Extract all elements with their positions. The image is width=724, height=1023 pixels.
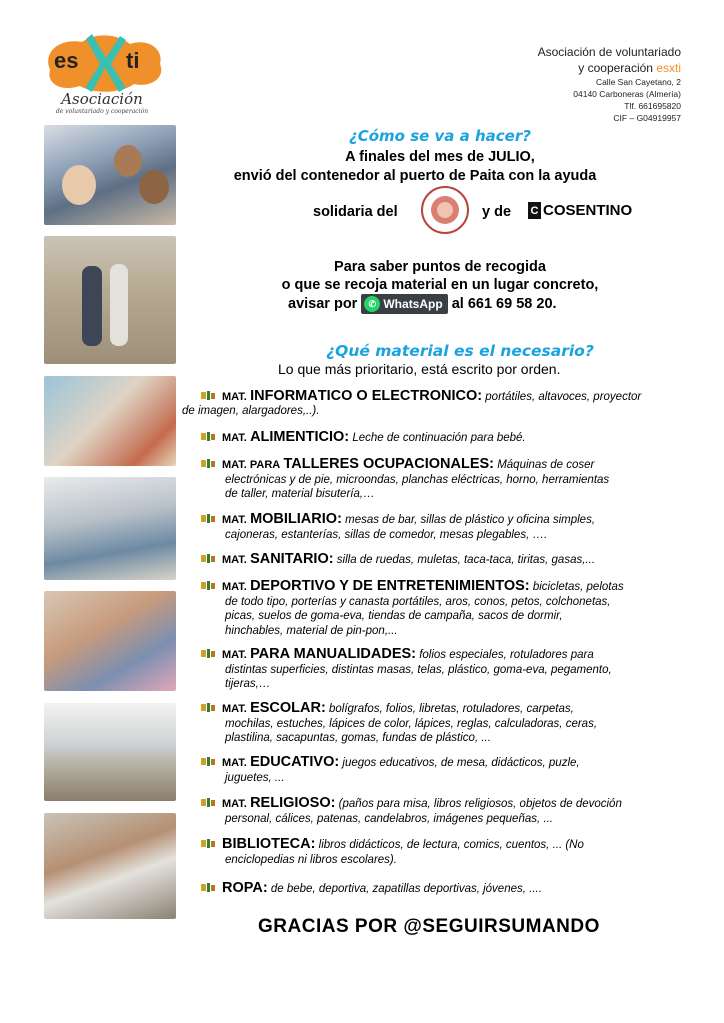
material-subtitle: Lo que más prioritario, está escrito por orden. (278, 361, 561, 377)
material-item-educativo: MAT. EDUCATIVO: juegos educativos, de mesa, didácticos, puzle, juguetes, ... (200, 755, 648, 785)
cosentino-name: COSENTINO (543, 202, 633, 219)
bullet-icon (200, 513, 216, 524)
whatsapp-icon: ✆ (364, 296, 380, 312)
bullet-icon (200, 838, 216, 849)
org-info (538, 44, 681, 124)
bullet-icon (200, 580, 216, 591)
ex-alto-christus-seal (420, 185, 470, 235)
bullet-icon (200, 390, 216, 401)
material-title: ¿Qué material es el necesario? (326, 342, 594, 360)
bullet-icon (200, 797, 216, 808)
photo-classroom (44, 703, 176, 801)
collect-line3 (288, 294, 557, 314)
whatsapp-label: WhatsApp (383, 297, 443, 311)
material-item-manualidades: MAT. PARA MANUALIDADES: folios especiales, rotuladores para distintas superficies, distintas masas, telas, plástico, goma-eva, pegamento, tijeras,… (200, 647, 648, 692)
photo-hillside-town (44, 236, 176, 364)
photo-volunteer-children (44, 125, 176, 225)
logo-script: Asociación (61, 90, 143, 108)
material-item-sanitario: MAT. SANITARIO: silla de ruedas, muletas, taca-taca, tiritas, gasas,... (200, 552, 648, 568)
footer-thanks: GRACIAS POR @SEGUIRSUMANDO (258, 916, 600, 937)
collect-line2: o que se recoja material en un lugar concreto, (281, 277, 599, 293)
logo-word-left: es (54, 48, 79, 73)
collect-avisar: avisar por (288, 295, 358, 312)
how-line2: envió del contenedor al puerto de Paita con la ayuda (233, 168, 597, 184)
material-item-informatico-cont: de imagen, alargadores,..). (182, 405, 320, 417)
photo-group-activity (44, 591, 176, 691)
photo-cooking-workshop (44, 813, 176, 919)
bullet-icon (200, 431, 216, 442)
photo-children-table (44, 376, 176, 466)
collect-line1: Para saber puntos de recogida (334, 259, 546, 275)
org-line1: Asociación de voluntariado (537, 45, 681, 59)
how-title: ¿Cómo se va a hacer? (349, 127, 531, 145)
bullet-icon (200, 648, 216, 659)
whatsapp-badge[interactable] (361, 294, 447, 314)
how-solidaria: solidaria del (313, 204, 398, 220)
bullet-icon (200, 882, 216, 893)
bullet-icon (200, 458, 216, 469)
logo-word-right: ti (126, 48, 140, 73)
cosentino-letter: C (528, 202, 541, 219)
photo-sewing-workshop (44, 477, 176, 580)
material-item-alimenticio: MAT. ALIMENTICIO: Leche de continuación para bebé. (200, 430, 648, 446)
bullet-icon (200, 756, 216, 767)
material-item-deportivo: MAT. DEPORTIVO Y DE ENTRETENIMIENTOS: bicicletas, pelotas de todo tipo, porterías y canasta portátiles, aros, conos, petos, colchonetas, picas, suelos de goma-eva, tiendas de campaña, sacos de dormir, hinchables, material de pin-pon,... (200, 579, 648, 638)
material-item-talleres: MAT. PARA TALLERES OCUPACIONALES: Máquinas de coser electrónicas y de pie, microondas, planchas eléctricas, horno, herramientas de taller, material bisutería,… (200, 457, 648, 502)
material-item-ropa: ROPA: de bebe, deportiva, zapatillas deportivas, jóvenes, .... (200, 881, 648, 897)
logo-tagline: de voluntariado y cooperación (55, 108, 149, 115)
org-phone: Tlf. 661695820 (624, 101, 681, 111)
org-city: 04140 Carboneras (Almería) (573, 89, 681, 99)
org-cif: CIF – G04919957 (613, 113, 681, 123)
material-item-escolar: MAT. ESCOLAR: bolígrafos, folios, libretas, rotuladores, carpetas, mochilas, estuches, lápices de color, lápices, reglas, calculadoras, ceras, plastilina, sacapuntas, gomas, fundas de plástico, ... (200, 701, 648, 746)
material-item-religioso: MAT. RELIGIOSO: (paños para misa, libros religiosos, objetos de devoción personal, cálices, patenas, candelabros, imágenes pequeñas, ... (200, 796, 648, 826)
collect-phone: al 661 69 58 20. (451, 295, 557, 312)
material-item-informatico: MAT. INFORMÁTICO O ELECTRÓNICO: portátiles, altavoces, proyector (200, 389, 648, 405)
material-item-biblioteca: BIBLIOTECA: libros didácticos, de lectura, comics, cuentos, ... (No enciclopedias ni libros escolares). (200, 837, 648, 867)
material-item-mobiliario: MAT. MOBILIARIO: mesas de bar, sillas de plástico y oficina simples, cajoneras, estanterías, sillas de comedor, mesas plegables, …. (200, 512, 648, 542)
org-address: Calle San Cayetano, 2 (595, 77, 681, 87)
bullet-icon (200, 702, 216, 713)
bullet-icon (200, 553, 216, 564)
how-y-de: y de (482, 204, 512, 220)
cosentino-logo (528, 202, 632, 219)
org-line2: y cooperación esxti (578, 61, 681, 75)
how-line1: A finales del mes de JULIO, (345, 149, 535, 165)
